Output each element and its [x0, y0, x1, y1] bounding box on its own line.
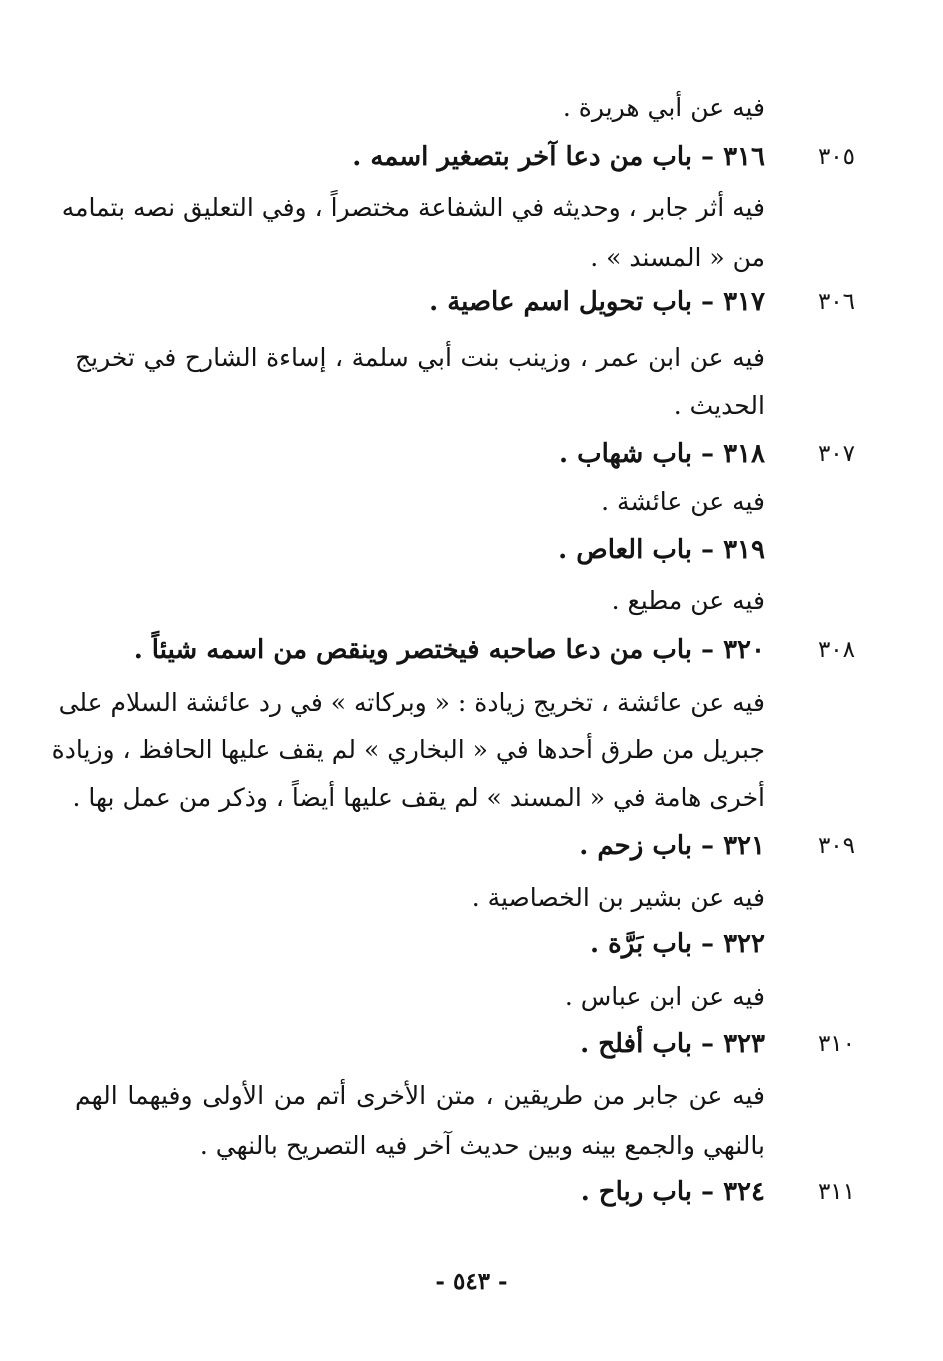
text-line: فيه عن ابن عمر ، وزينب بنت أبي سلمة ، إساءة الشارح في تخريج: [75, 343, 765, 372]
text-line: فيه عن عائشة ، تخريج زيادة : « وبركاته » في رد عائشة السلام على: [58, 688, 765, 717]
text-line: فيه أثر جابر ، وحديثه في الشفاعة مختصراً ، وفي التعليق نصه بتمامه: [61, 193, 765, 222]
chapter-heading: ٣١٦ – باب من دعا آخر بتصغير اسمه .: [352, 142, 765, 172]
group-number: ٣١٠: [817, 1031, 855, 1057]
chapter-heading: ٣٢٢ – باب بَرَّة .: [589, 929, 765, 959]
chapter-heading: ٣٢١ – باب زحم .: [579, 831, 765, 861]
group-number: ٣١١: [817, 1179, 855, 1205]
chapter-heading: ٣٢٤ – باب رباح .: [580, 1177, 765, 1207]
text-line: فيه عن بشير بن الخصاصية .: [471, 883, 765, 912]
text-line: أخرى هامة في « المسند » لم يقف عليها أيضاً ، وذكر من عمل بها .: [72, 783, 765, 812]
page-number: - ٥٤٣ -: [435, 1268, 508, 1295]
text-line: بالنهي والجمع بينه وبين حديث آخر فيه التصريح بالنهي .: [199, 1131, 765, 1160]
group-number: ٣٠٨: [817, 637, 855, 663]
chapter-heading: ٣١٩ – باب العاص .: [558, 535, 765, 565]
chapter-heading: ٣٢٣ – باب أفلح .: [580, 1029, 765, 1059]
text-line: فيه عن جابر من طريقين ، متن الأخرى أتم من الأولى وفيهما الهم: [75, 1081, 765, 1110]
text-line: فيه عن ابن عباس .: [564, 982, 765, 1011]
group-number: ٣٠٩: [817, 833, 855, 859]
group-number: ٣٠٥: [817, 144, 855, 170]
text-line: فيه عن مطيع .: [611, 586, 765, 615]
text-line: فيه عن أبي هريرة .: [562, 93, 765, 122]
chapter-heading: ٣٢٠ – باب من دعا صاحبه فيختصر وينقص من اسمه شيئاً .: [133, 635, 765, 665]
chapter-heading: ٣١٧ – باب تحويل اسم عاصية .: [429, 287, 765, 317]
group-number: ٣٠٧: [817, 441, 855, 467]
group-number: ٣٠٦: [817, 289, 855, 315]
text-line: فيه عن عائشة .: [601, 487, 765, 516]
text-line: الحديث .: [673, 391, 765, 420]
chapter-heading: ٣١٨ – باب شهاب .: [559, 439, 765, 469]
text-line: من « المسند » .: [590, 243, 765, 272]
text-line: جبريل من طرق أحدها في « البخاري » لم يقف عليها الحافظ ، وزيادة: [51, 735, 765, 764]
